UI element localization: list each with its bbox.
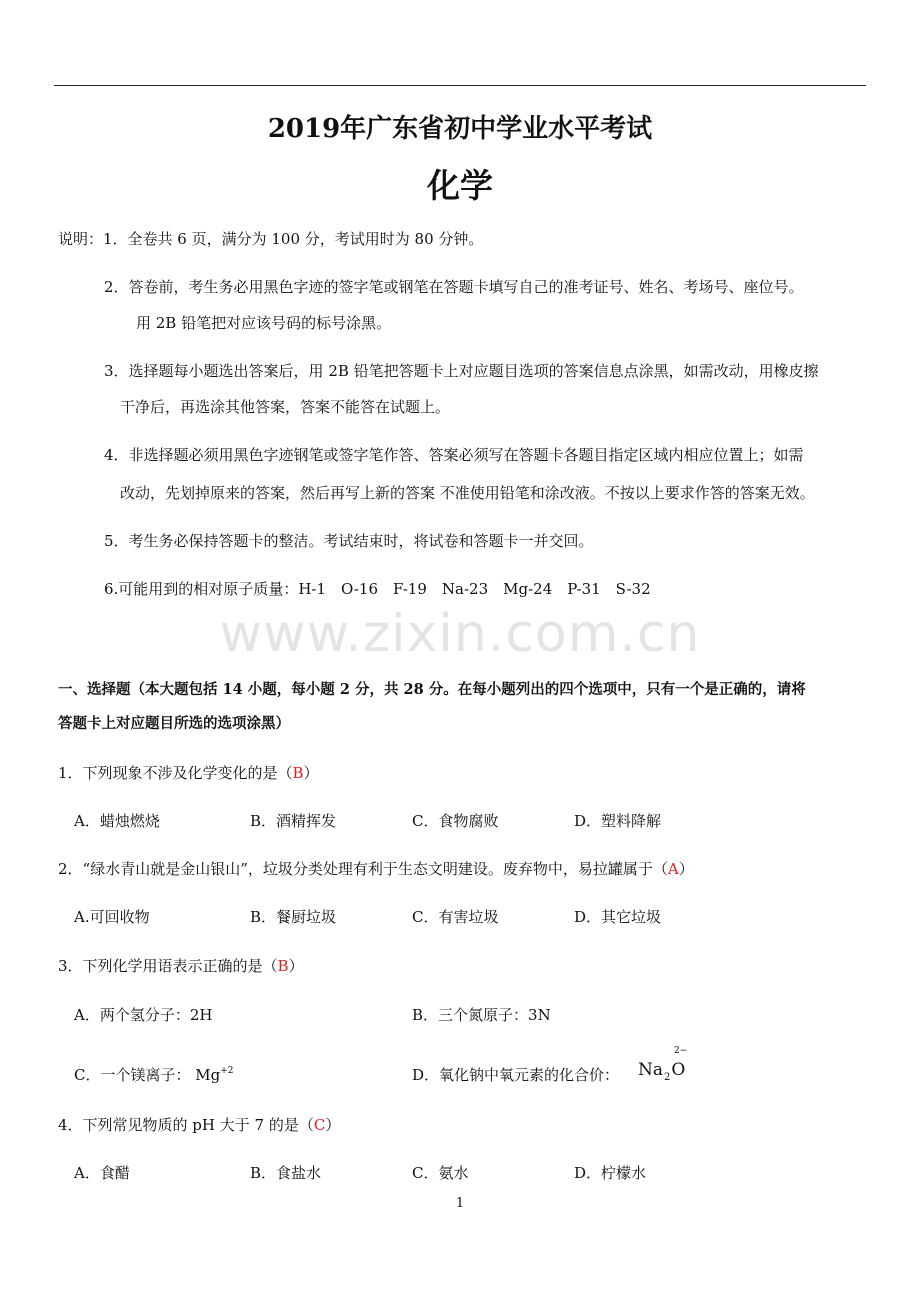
q2-option-d: D．其它垃圾 bbox=[574, 908, 662, 926]
question-2-stem bbox=[58, 858, 694, 879]
q4-option-a: A．食醋 bbox=[74, 1164, 130, 1182]
question-stem-text: 4．下列常见物质的 pH 大于 7 的是（ bbox=[58, 1116, 314, 1134]
instruction-2b: 用 2B 铅笔把对应该号码的标号涂黑。 bbox=[136, 314, 392, 332]
q3-option-c bbox=[74, 1064, 234, 1085]
answer-mark: C bbox=[313, 1116, 326, 1134]
formula-subscript: 2 bbox=[664, 1072, 671, 1083]
instruction-6: 6.可能用到的相对原子质量：H-1 O-16 F-19 Na-23 Mg-24 P-31 S-32 bbox=[104, 580, 651, 598]
charge-superscript: +2 bbox=[220, 1066, 234, 1076]
question-stem-text: 3．下列化学用语表示正确的是（ bbox=[58, 957, 278, 975]
question-1-stem bbox=[58, 762, 319, 783]
paren-close: ） bbox=[325, 1116, 341, 1134]
instruction-4b: 改动，先划掉原来的答案，然后再写上新的答案 不准使用铅笔和涂改液。不按以上要求作答的答案无效。 bbox=[120, 484, 815, 502]
answer-mark: B bbox=[292, 764, 304, 782]
valence-mark: 2− bbox=[674, 1046, 688, 1056]
section-heading-line2: 答题卡上对应题目所选的选项涂黑） bbox=[58, 715, 290, 732]
top-rule bbox=[54, 85, 866, 86]
instruction-3b: 干净后，再选涂其他答案，答案不能答在试题上。 bbox=[120, 398, 451, 416]
q2-option-b: B．餐厨垃圾 bbox=[250, 908, 337, 926]
q3-option-b: B．三个氮原子：3N bbox=[412, 1006, 551, 1024]
q4-option-d: D．柠檬水 bbox=[574, 1164, 647, 1182]
q1-option-c: C．食物腐败 bbox=[412, 812, 499, 830]
subject-title: 化学 bbox=[427, 166, 493, 205]
q1-option-b: B．酒精挥发 bbox=[250, 812, 337, 830]
q3-option-c-text: C．一个镁离子： bbox=[74, 1066, 191, 1084]
instruction-2a: 2．答卷前，考生务必用黑色字迹的签字笔或钢笔在答题卡填写自己的准考证号、姓名、考场号、座位号。 bbox=[104, 278, 804, 296]
q2-option-a: A.可回收物 bbox=[74, 908, 150, 926]
question-4-stem bbox=[58, 1114, 340, 1135]
instruction-4a: 4．非选择题必须用黑色字迹钢笔或签字笔作答、答案必须写在答题卡各题目指定区域内相应位置上；如需 bbox=[104, 446, 804, 464]
formula-na: Na bbox=[638, 1060, 664, 1080]
paren-close: ） bbox=[288, 957, 304, 975]
formula-o: O bbox=[671, 1060, 686, 1080]
q4-option-c: C．氨水 bbox=[412, 1164, 469, 1182]
page-number: 1 bbox=[455, 1196, 465, 1211]
question-stem-text: 1．下列现象不涉及化学变化的是（ bbox=[58, 764, 293, 782]
question-stem-text: 2．“绿水青山就是金山银山”，垃圾分类处理有利于生态文明建设。废弃物中，易拉罐属于（ bbox=[58, 860, 668, 878]
answer-mark: A bbox=[667, 860, 679, 878]
instruction-5: 5．考生务必保持答题卡的整洁。考试结束时，将试卷和答题卡一并交回。 bbox=[104, 532, 594, 550]
q4-option-b: B．食盐水 bbox=[250, 1164, 322, 1182]
exam-title: 2019年广东省初中学业水平考试 bbox=[267, 114, 653, 144]
instruction-1: 说明：1．全卷共 6 页，满分为 100 分，考试用时为 80 分钟。 bbox=[58, 230, 484, 248]
magnesium-formula: Mg bbox=[195, 1066, 221, 1084]
paren-close: ） bbox=[303, 764, 319, 782]
q1-option-a: A．蜡烛燃烧 bbox=[74, 812, 160, 830]
q1-option-d: D．塑料降解 bbox=[574, 812, 662, 830]
sodium-oxide-formula bbox=[638, 1046, 688, 1083]
answer-mark: B bbox=[277, 957, 289, 975]
q3-option-d-text: D．氧化钠中氧元素的化合价： bbox=[412, 1066, 620, 1084]
paren-close: ） bbox=[678, 860, 694, 878]
question-3-stem bbox=[58, 955, 304, 976]
section-heading-line1: 一、选择题（本大题包括 14 小题，每小题 2 分，共 28 分。在每小题列出的四个选项中，只有一个是正确的，请将 bbox=[58, 681, 806, 698]
q2-option-c: C．有害垃圾 bbox=[412, 908, 499, 926]
watermark: www.zixin.com.cn bbox=[219, 604, 701, 664]
instruction-3a: 3．选择题每小题选出答案后，用 2B 铅笔把答题卡上对应题目选项的答案信息点涂黑，如需改动，用橡皮擦 bbox=[104, 362, 819, 380]
q3-option-a: A．两个氢分子：2H bbox=[74, 1006, 213, 1024]
